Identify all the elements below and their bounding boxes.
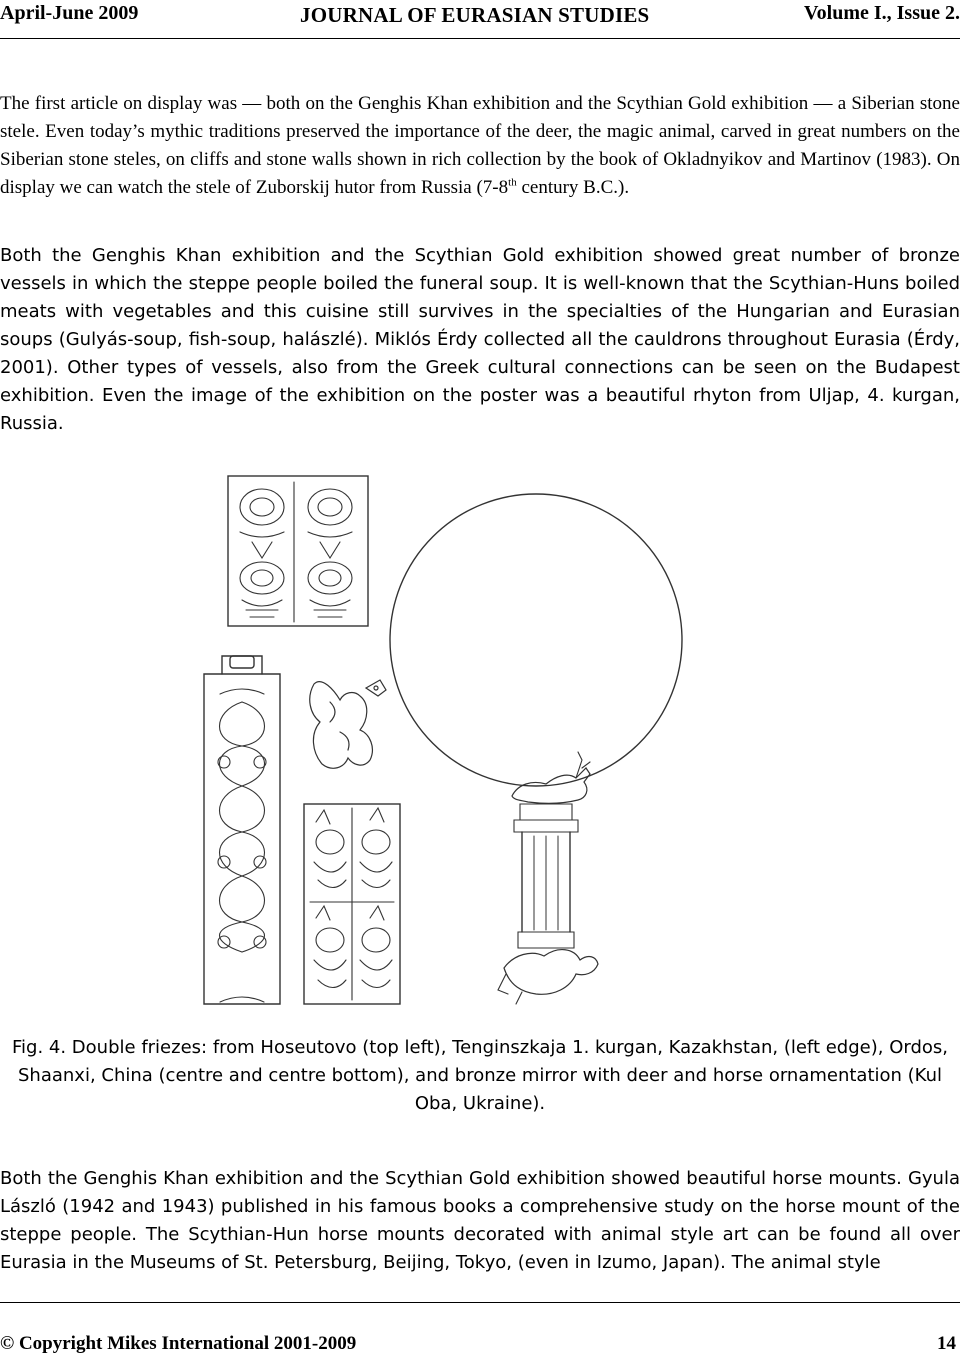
bronze-mirror — [390, 494, 682, 1004]
footer-rule — [0, 1302, 960, 1303]
header-volume: Volume I., Issue 2. — [804, 2, 960, 24]
paragraph-stele — [0, 90, 960, 202]
header-journal-title: JOURNAL OF EURASIAN STUDIES — [300, 3, 650, 27]
line-drawing — [190, 462, 780, 1022]
figure-caption: Fig. 4. Double friezes: from Hoseutovo (top left), Tenginszkaja 1. kurgan, Kazakhstan, (left edge), Ordos, Shaanxi, China (centre and centre bottom), and bronze mirror with deer and horse ornamentation (Kul Oba, Ukraine). — [12, 1037, 948, 1114]
paragraph-vessels: Both the Genghis Khan exhibition and the Scythian Gold exhibition showed great number of bronze vessels in which the steppe people boiled the funeral soup. It is well-known that the Scythian-Huns boiled meats with vegetables and this cuisine still survives in the specialties of the Hungarian and Eurasian soups (Gulyás-soup, fish-soup, halászlé). Miklós Érdy collected all the cauldrons throughout Eurasia (Érdy, 2001). Other types of vessels, also from the Greek cultural connections can be seen on the Budapest exhibition. Even the image of the exhibition on the poster was a beautiful rhyton from Uljap, 4. kurgan, Russia. — [0, 245, 960, 434]
figure-friezes-and-mirror — [190, 462, 780, 1022]
paragraph-stele-end: century B.C.). — [516, 177, 630, 198]
frieze-hoseutovo — [228, 476, 368, 626]
superscript-th: th — [508, 176, 517, 189]
header-rule — [0, 38, 960, 39]
header-date: April-June 2009 — [0, 2, 139, 24]
frieze-tenginszkaja — [204, 656, 280, 1004]
page-header — [0, 0, 960, 36]
footer-copyright: © Copyright Mikes International 2001-2009 — [0, 1333, 357, 1354]
frieze-ordos-bottom — [304, 804, 400, 1004]
ordos-animal-plaque — [310, 680, 386, 768]
paragraph-horse-mounts: Both the Genghis Khan exhibition and the Scythian Gold exhibition showed beautiful horse mounts. Gyula László (1942 and 1943) published in his famous books a comprehensive study on the horse mount of the steppe people. The Scythian-Hun horse mounts decorated with animal style art can be found all over Eurasia in the Museums of St. Petersburg, Beijing, Tokyo, (even in Izumo, Japan). The animal style — [0, 1168, 960, 1273]
footer-page-number: 14 — [937, 1333, 956, 1354]
paragraph-stele-text: The first article on display was — both on the Genghis Khan exhibition and the Scythian Gold exhibition — a Siberian stone stele. Even today’s mythic traditions preserved the importance of the deer, the magic animal, carved in great numbers on the Siberian stone steles, on cliffs and stone walls shown in rich collection by the book of Okladnyikov and Martinov (1983). On display we can watch the stele of Zuborskij hutor from Russia (7-8 — [0, 93, 960, 198]
